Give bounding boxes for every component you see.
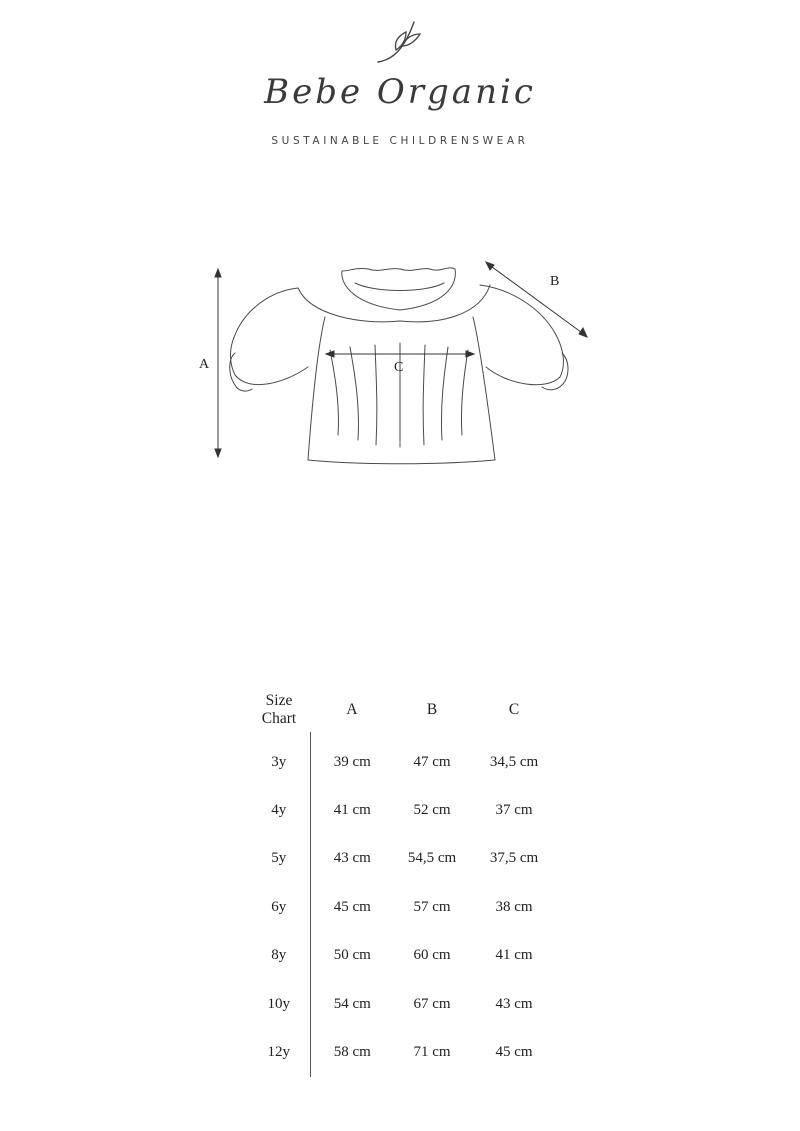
label-a: A bbox=[199, 357, 210, 372]
brand-name: Bebe Organic bbox=[264, 72, 536, 112]
header-c: C bbox=[508, 701, 520, 718]
left-cuff-outline bbox=[230, 353, 252, 391]
table-row bbox=[248, 932, 558, 980]
header-a: A bbox=[346, 701, 358, 718]
left-sleeve-outline bbox=[230, 288, 308, 385]
cell-size: 8y bbox=[248, 932, 310, 980]
table-row bbox=[248, 732, 558, 786]
cell-size: 12y bbox=[248, 1028, 310, 1076]
brand-header bbox=[0, 0, 800, 170]
cell-b: 71 cm bbox=[413, 1044, 451, 1061]
cell-a: 43 cm bbox=[333, 850, 371, 867]
cell-size: 10y bbox=[248, 980, 310, 1028]
cell-c: 37,5 cm bbox=[489, 850, 539, 867]
cell-c: 34,5 cm bbox=[489, 753, 539, 770]
right-sleeve-outline bbox=[480, 285, 563, 385]
cell-a: 39 cm bbox=[333, 753, 371, 770]
label-b: B bbox=[550, 274, 560, 289]
cell-b: 52 cm bbox=[413, 802, 451, 819]
collar-ruffle-outline bbox=[342, 268, 456, 310]
table-header-row bbox=[248, 688, 558, 732]
header-size-line2: Chart bbox=[261, 710, 297, 727]
brand-tagline: SUSTAINABLE CHILDRENSWEAR bbox=[271, 135, 529, 147]
cell-c: 41 cm bbox=[495, 947, 533, 964]
cell-c: 45 cm bbox=[495, 1044, 533, 1061]
cell-b: 47 cm bbox=[413, 753, 451, 770]
cell-size: 6y bbox=[248, 883, 310, 931]
cell-b: 60 cm bbox=[413, 947, 451, 964]
cell-a: 41 cm bbox=[333, 802, 371, 819]
cell-b: 54,5 cm bbox=[407, 850, 457, 867]
cell-c: 38 cm bbox=[495, 898, 533, 915]
cell-size: 4y bbox=[248, 786, 310, 834]
label-c: C bbox=[394, 360, 404, 375]
cell-a: 45 cm bbox=[333, 898, 371, 915]
header-size-chart bbox=[248, 688, 310, 732]
cell-b: 67 cm bbox=[413, 995, 451, 1012]
header-size-line1: Size bbox=[265, 692, 293, 709]
cell-size: 5y bbox=[248, 835, 310, 883]
cell-c: 37 cm bbox=[495, 802, 533, 819]
table-row bbox=[248, 1028, 558, 1076]
cell-a: 58 cm bbox=[333, 1044, 371, 1061]
table-row bbox=[248, 883, 558, 931]
cell-a: 54 cm bbox=[333, 995, 371, 1012]
size-chart-table bbox=[248, 688, 558, 1077]
table-row bbox=[248, 835, 558, 883]
cell-size: 3y bbox=[248, 732, 310, 786]
table-row bbox=[248, 786, 558, 834]
cell-b: 57 cm bbox=[413, 898, 451, 915]
cell-a: 50 cm bbox=[333, 947, 371, 964]
table-row bbox=[248, 980, 558, 1028]
garment-measurement-diagram bbox=[190, 255, 610, 480]
header-b: B bbox=[426, 701, 438, 718]
leaf-sprig-icon bbox=[372, 16, 428, 66]
cell-c: 43 cm bbox=[495, 995, 533, 1012]
